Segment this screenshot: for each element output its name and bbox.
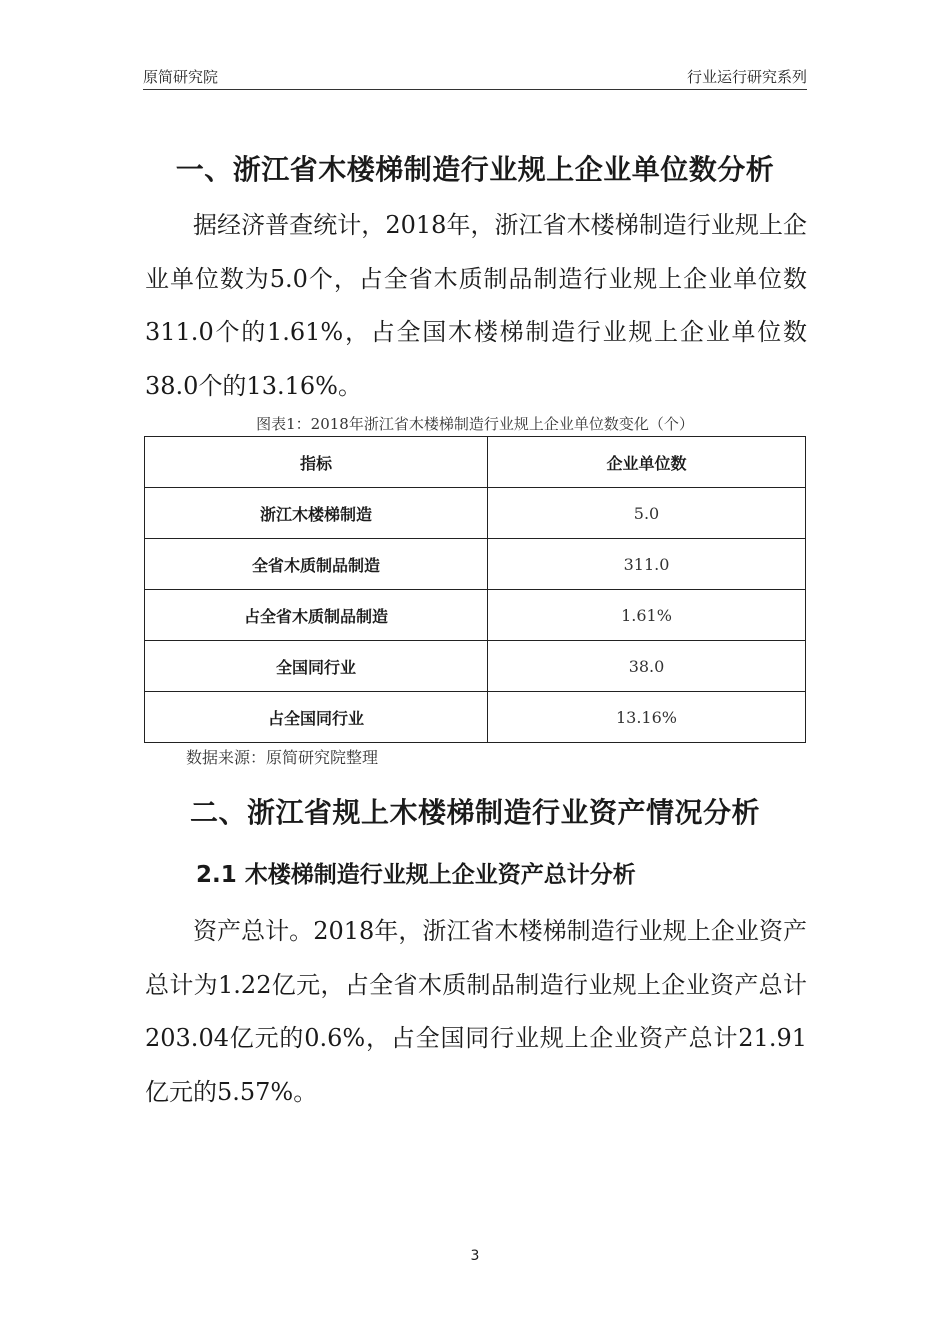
table-cell-label: 全国同行业 (145, 641, 488, 692)
header-left-org: 原简研究院 (143, 68, 219, 86)
section2-title: 二、浙江省规上木楼梯制造行业资产情况分析 (189, 796, 760, 829)
table-caption: 图表1：2018年浙江省木楼梯制造行业规上企业单位数变化（个） (256, 415, 694, 433)
table-header-row (145, 437, 806, 488)
header-divider (143, 89, 807, 90)
table-header-count: 企业单位数 (488, 437, 806, 488)
table-header-indicator: 指标 (145, 437, 488, 488)
data-table (144, 436, 806, 743)
table-row (145, 539, 806, 590)
table-cell-label: 占全省木质制品制造 (145, 590, 488, 641)
table-row (145, 641, 806, 692)
section1-paragraph-text: 据经济普查统计，2018年，浙江省木楼梯制造行业规上企业单位数为5.0个，占全省木质制品制造行业规上企业单位数311.0个的1.61%，占全国木楼梯制造行业规上企业单位数38.0个的13.16%。 (145, 211, 807, 400)
table-row (145, 488, 806, 539)
section1-title: 一、浙江省木楼梯制造行业规上企业单位数分析 (175, 153, 775, 186)
table-source-note: 数据来源：原简研究院整理 (186, 748, 379, 767)
table-cell-label: 全省木质制品制造 (145, 539, 488, 590)
section1-paragraph (145, 199, 807, 413)
section2-paragraph-text: 资产总计。2018年，浙江省木楼梯制造行业规上企业资产总计为1.22亿元，占全省木质制品制造行业规上企业资产总计203.04亿元的0.6%，占全国同行业规上企业资产总计21.91亿元的5.57%。 (145, 917, 807, 1106)
table-row (145, 692, 806, 743)
table-cell-value: 13.16% (488, 692, 806, 743)
table-row (145, 590, 806, 641)
table-cell-label: 占全国同行业 (145, 692, 488, 743)
table-cell-value: 1.61% (488, 590, 806, 641)
section2-paragraph (145, 905, 807, 1119)
table-cell-value: 38.0 (488, 641, 806, 692)
section2-subtitle: 2.1 木楼梯制造行业规上企业资产总计分析 (196, 862, 636, 888)
table-cell-label: 浙江木楼梯制造 (145, 488, 488, 539)
table-cell-value: 311.0 (488, 539, 806, 590)
page-number: 3 (470, 1248, 480, 1264)
header-right-series: 行业运行研究系列 (686, 68, 807, 86)
table-cell-value: 5.0 (488, 488, 806, 539)
